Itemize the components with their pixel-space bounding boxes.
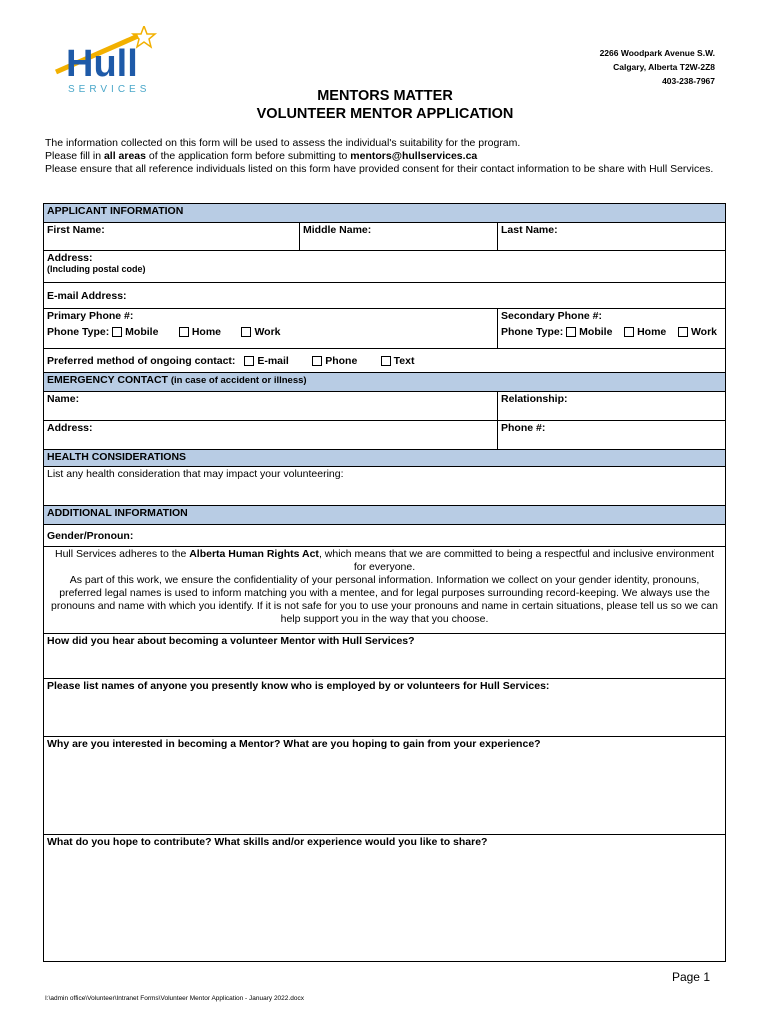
first-name-field[interactable]: First Name: <box>44 223 300 251</box>
contribute-field[interactable]: What do you hope to contribute? What skills and/or experience would you like to share? <box>44 835 726 962</box>
logo-brand: Hull <box>66 43 138 85</box>
pref-phone-checkbox[interactable] <box>312 356 322 366</box>
health-field[interactable]: List any health consideration that may impact your volunteering: <box>44 467 726 506</box>
secondary-phone-field[interactable]: Secondary Phone #: Phone Type: Mobile Home Work <box>498 309 726 349</box>
primary-work-checkbox[interactable] <box>241 327 251 337</box>
primary-phone-field[interactable]: Primary Phone #: Phone Type: Mobile Home Work <box>44 309 498 349</box>
footer-file-path: I:\admin office\Volunteer\Intranet Forms\Volunteer Mentor Application - January 2022.docx <box>45 995 304 1002</box>
known-people-field[interactable]: Please list names of anyone you presently know who is employed by or volunteers for Hull Services: <box>44 679 726 737</box>
email-field[interactable]: E-mail Address: <box>44 283 726 309</box>
intro-p2: Please fill in all areas of the application form before submitting to mentors@hullservices.ca <box>45 150 478 162</box>
emergency-header: EMERGENCY CONTACT (in case of accident or illness) <box>44 373 726 392</box>
applicant-header: APPLICANT INFORMATION <box>44 204 726 223</box>
pref-text-checkbox[interactable] <box>381 356 391 366</box>
intro-p1: The information collected on this form will be used to assess the individual's suitability for the program. <box>45 137 521 149</box>
application-form <box>43 203 726 962</box>
page-number: Page 1 <box>671 970 710 984</box>
emergency-name-field[interactable]: Name: <box>44 392 498 421</box>
emergency-address-field[interactable]: Address: <box>44 421 498 450</box>
hear-about-field[interactable]: How did you hear about becoming a volunteer Mentor with Hull Services? <box>44 634 726 679</box>
secondary-home-checkbox[interactable] <box>624 327 634 337</box>
emergency-phone-field[interactable]: Phone #: <box>498 421 726 450</box>
logo-subtitle: SERVICES <box>68 84 151 95</box>
why-mentor-field[interactable]: Why are you interested in becoming a Mentor? What are you hoping to gain from your experience? <box>44 737 726 835</box>
preferred-contact-row: Preferred method of ongoing contact: E-mail Phone Text <box>44 349 726 373</box>
contact-email[interactable]: mentors@hullservices.ca <box>350 150 478 162</box>
primary-mobile-checkbox[interactable] <box>112 327 122 337</box>
relationship-field[interactable]: Relationship: <box>498 392 726 421</box>
privacy-notice: Hull Services adheres to the Alberta Human Rights Act, which means that we are committed to being a respectful and inclusive environment for everyone. As part of this work, we ensure the confidentiality of your personal information. Information we collect on your gender identity, pronouns, preferred legal names is used to inform matching you with a mentee, and for legal purposes surrounding record-keeping. We always use the pronouns and name with which you identify. If it is not safe for you to use your pronouns and name in certain situations, please tell us so we can help support you in the way that you choose. <box>44 547 726 634</box>
organization-address <box>600 46 715 88</box>
health-header: HEALTH CONSIDERATIONS <box>44 450 726 467</box>
secondary-work-checkbox[interactable] <box>678 327 688 337</box>
intro-text <box>45 137 725 176</box>
address-field[interactable]: Address: (Including postal code) <box>44 251 726 283</box>
primary-home-checkbox[interactable] <box>179 327 189 337</box>
address-phone: 403-238-7967 <box>662 76 715 86</box>
intro-p3: Please ensure that all reference individuals listed on this form have provided consent for their contact information to be share with Hull Services. <box>45 163 714 175</box>
middle-name-field[interactable]: Middle Name: <box>300 223 498 251</box>
logo-graphic <box>52 26 162 96</box>
page-title: MENTORS MATTER <box>317 88 453 104</box>
secondary-mobile-checkbox[interactable] <box>566 327 576 337</box>
pref-email-checkbox[interactable] <box>244 356 254 366</box>
additional-header: ADDITIONAL INFORMATION <box>44 506 726 525</box>
gender-pronoun-field[interactable]: Gender/Pronoun: <box>44 525 726 547</box>
hull-services-logo <box>52 26 162 96</box>
address-line2: Calgary, Alberta T2W-2Z8 <box>613 62 715 72</box>
address-line1: 2266 Woodpark Avenue S.W. <box>599 48 715 58</box>
last-name-field[interactable]: Last Name: <box>498 223 726 251</box>
page-subtitle: VOLUNTEER MENTOR APPLICATION <box>256 106 514 122</box>
